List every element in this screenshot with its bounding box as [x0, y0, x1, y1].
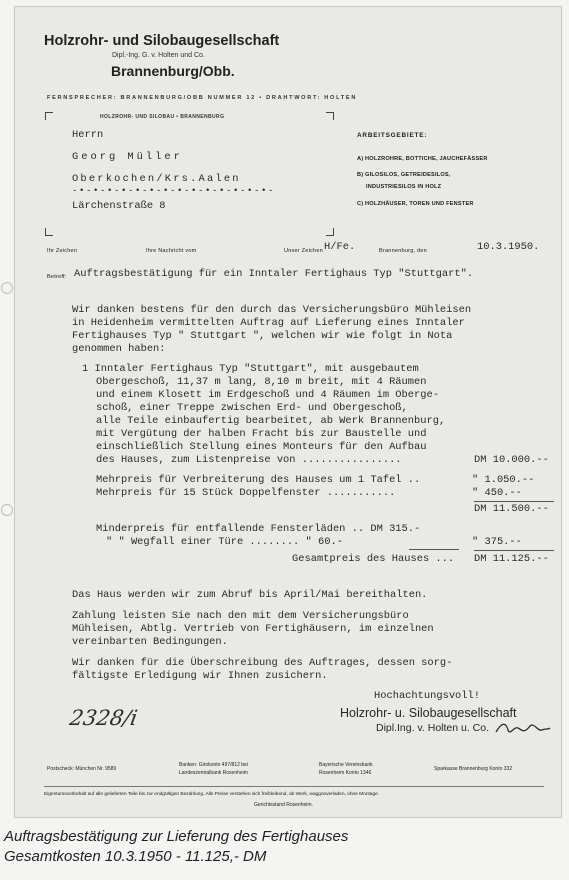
- work-area-b: B) GILOSILOS, GETREIDESILOS,: [357, 172, 451, 178]
- punch-hole-bottom: [1, 504, 13, 516]
- item-line-3: und einem Klosett im Erdgeschoß und 4 Räumen im Oberge-: [96, 389, 439, 401]
- your-message-label: Ihre Nachricht vom: [146, 248, 197, 254]
- company-owner: Dipl.-Ing. G. v. Holten und Co.: [112, 52, 205, 59]
- subject-text: Auftragsbestätigung für ein Inntaler Fertighaus Typ "Stuttgart".: [74, 268, 474, 280]
- company-city: Brannenburg/Obb.: [111, 63, 235, 79]
- reduction-2-label: " " Wegfall einer Türe ........ " 60.-: [106, 536, 343, 548]
- closing-line-6: fältigste Erledigung wir Ihnen zusichern.: [72, 670, 328, 682]
- surcharge-2-label: Mehrpreis für 15 Stück Doppelfenster ...........: [96, 487, 396, 499]
- footer-bank-1: Banken: Girokonto 497/812 bei: [179, 762, 248, 768]
- punch-hole-top: [1, 282, 13, 294]
- footer-bank-2: Bayerische Vereinsbank: [319, 762, 373, 768]
- return-address: HOLZROHR- UND SILOBAU • BRANNENBURG: [100, 114, 225, 120]
- window-corner-br: [326, 228, 334, 236]
- contact-line: FERNSPRECHER: BRANNENBURG/OBB NUMMER 12 • DRAHTWORT: HOLTEN: [47, 95, 358, 101]
- closing-line-3: Mühleisen, Abtlg. Vertrieb von Fertighäusern, im einzelnen: [72, 623, 434, 635]
- intro-line-3: Fertighauses Typ " Stuttgart ", welchen wir wie folgt in Nota: [72, 330, 453, 342]
- footer-bank-1b: Landeszentralbank Rosenheim: [179, 770, 248, 776]
- work-area-b-cont: INDUSTRIESILOS IN HOLZ: [366, 184, 442, 190]
- work-area-a: A) HOLZROHRE, BOTTICHE, JAUCHEFÄSSER: [357, 156, 488, 162]
- handwritten-signature: [492, 718, 552, 740]
- item-line-1: 1 Inntaler Fertighaus Typ "Stuttgart", mit ausgebautem: [82, 363, 419, 375]
- recipient-name: Georg Müller: [72, 151, 183, 163]
- item-line-2: Obergeschoß, 11,37 m lang, 8,10 m breit, mit 4 Räumen: [96, 376, 427, 388]
- intro-line-4: genommen haben:: [72, 343, 166, 355]
- closing-line-2: Zahlung leisten Sie nach den mit dem Versicherungsbüro: [72, 610, 409, 622]
- letter-date: 10.3.1950.: [477, 241, 540, 253]
- closing-line-4: vereinbarten Bedingungen.: [72, 636, 228, 648]
- company-name: Holzrohr- und Silobaugesellschaft: [44, 33, 280, 49]
- place-label: Brannenburg, den: [379, 248, 427, 254]
- item-line-8: des Hauses, zum Listenpreise von ................: [96, 454, 402, 466]
- footer-bank-2b: Rosenheim Konto 1346: [319, 770, 372, 776]
- total-label: Gesamtpreis des Hauses ...: [292, 553, 455, 565]
- window-corner-bl: [45, 228, 53, 236]
- total-rule: [474, 550, 554, 551]
- reduction-1-label: Minderpreis für entfallende Fensterläden .. DM 315.-: [96, 523, 421, 535]
- signature-owner: Dipl.Ing. v. Holten u. Co.: [376, 722, 490, 734]
- recipient-street: Lärchenstraße 8: [72, 200, 166, 212]
- intro-line-1: Wir danken bestens für den durch das Versicherungsbüro Mühleisen: [72, 304, 472, 316]
- reduction-rule: [409, 549, 459, 550]
- work-areas-title: ARBEITSGEBIETE:: [357, 132, 428, 139]
- recipient-salutation: Herrn: [72, 129, 104, 141]
- our-reference: H/Fe.: [324, 241, 356, 253]
- surcharge-2-value: " 450.--: [472, 487, 522, 499]
- list-price: DM 10.000.--: [474, 454, 549, 466]
- footer-postscheck: Postscheck: München Nr. 9589: [47, 766, 117, 772]
- caption-line-1: Auftragsbestätigung zur Lieferung des Fertighauses: [4, 828, 349, 845]
- subtotal-rule: [474, 501, 554, 502]
- footer-court: Gerichtsstand Rosenheim.: [254, 802, 313, 808]
- item-line-4: schoß, einer Treppe zwischen Erd- und Obergeschoß,: [96, 402, 408, 414]
- our-reference-label: Unser Zeichen: [284, 248, 323, 254]
- reduction-value: " 375.--: [472, 536, 522, 548]
- signature-company: Holzrohr- u. Silobaugesellschaft: [340, 706, 517, 720]
- surcharge-1-value: " 1.050.--: [472, 474, 535, 486]
- closing-line-1: Das Haus werden wir zum Abruf bis April/Mai bereithalten.: [72, 589, 428, 601]
- footer-legal: Eigentumsvorbehalt auf alle gelieferten Teile bis zur endgültigen Bezahlung. Alle Preise verstehen sich freibleibend, ab Werk, waggonverladen, ohne Montage.: [44, 792, 380, 797]
- handwritten-initials: 2328/i: [67, 706, 140, 730]
- recipient-city-underline: -•-•-•-•-•-•-•-•-•-•-•-•-•-•-: [72, 186, 276, 196]
- caption-line-2: Gesamtkosten 10.3.1950 - 11.125,- DM: [4, 848, 267, 865]
- your-reference-label: Ihr Zeichen: [47, 248, 78, 254]
- footer-rule: [44, 786, 544, 787]
- footer-bank-3: Sparkasse Brannenburg Konto 332: [434, 766, 513, 772]
- subtotal: DM 11.500.--: [474, 503, 549, 515]
- item-line-7: einschließlich Stellung eines Monteurs für den Aufbau: [96, 441, 427, 453]
- total-value: DM 11.125.--: [474, 553, 549, 565]
- window-corner-tr: [326, 112, 334, 120]
- item-line-6: mit Vergütung der halben Fracht bis zur Baustelle und: [96, 428, 427, 440]
- letter-sheet: [14, 6, 562, 818]
- recipient-city: Oberkochen/Krs.Aalen: [72, 173, 241, 185]
- subject-label: Betreff:: [47, 274, 67, 280]
- signature-greeting: Hochachtungsvoll!: [374, 690, 481, 702]
- closing-line-5: Wir danken für die Überschreibung des Auftrages, dessen sorg-: [72, 657, 453, 669]
- window-corner-tl: [45, 112, 53, 120]
- work-area-c: C) HOLZHÄUSER, TOREN UND FENSTER: [357, 201, 474, 207]
- item-line-5: alle Teile einbaufertig bearbeitet, ab Werk Brannenburg,: [96, 415, 446, 427]
- intro-line-2: in Heidenheim vermittelten Auftrag auf Lieferung eines Inntaler: [72, 317, 465, 329]
- surcharge-1-label: Mehrpreis für Verbreiterung des Hauses um 1 Tafel ..: [96, 474, 421, 486]
